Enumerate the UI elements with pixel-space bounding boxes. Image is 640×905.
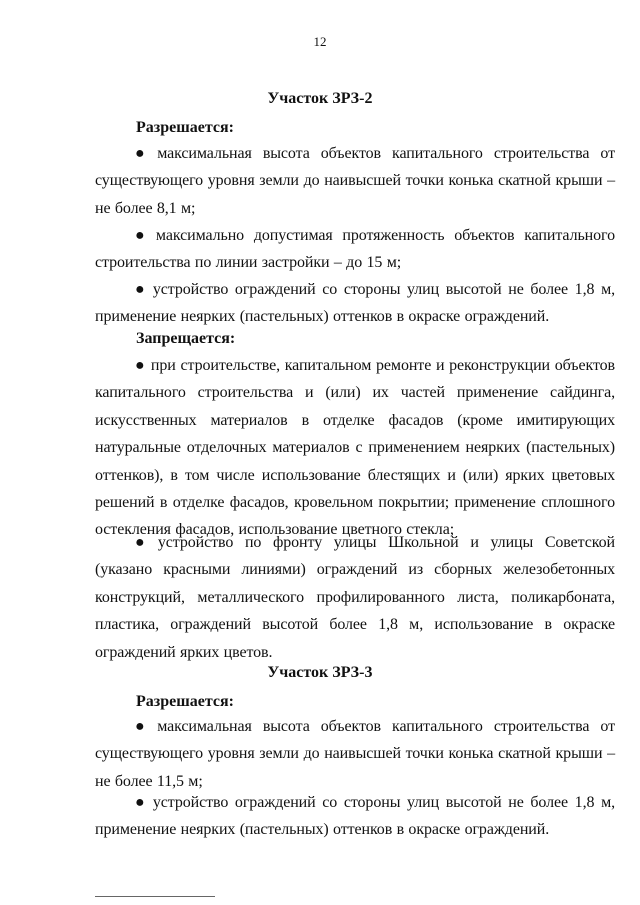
list-item: ● максимально допустимая протяженность объектов капитального строительства по линии застройки – до 15 м;	[95, 227, 615, 272]
list-item: ● при строительстве, капитальном ремонте и реконструкции объектов капитального строительства и (или) их частей применение сайдинга, искусственных материалов в отделке фасадов (кроме имитирующих натуральные отделочных материалов с применением неярких (пастельных) оттенков), в том числе использование блестящих и (или) ярких цветовых решений в отделке фасадов, кровельном покрытии; применение сплошного остекления фасадов, использование цветного стекла;	[95, 357, 615, 539]
list-item: ● устройство по фронту улицы Школьной и улицы Советской (указано красными линиями) ограждений из сборных железобетонных конструкций, металлического профилированного листа, поликарбоната, пластика, ограждений высотой более 1,8 м, использование в окраске ограждений ярких цветов.	[95, 534, 615, 661]
list-item: ● максимальная высота объектов капитального строительства от существующего уровня земли до наивысшей точки конька скатной крыши – не более 8,1 м;	[95, 145, 615, 217]
bullet-icon: ●	[135, 145, 152, 162]
list-item: ● устройство ограждений со стороны улиц высотой не более 1,8 м, применение неярких (пастельных) оттенков в окраске ограждений.	[95, 281, 615, 326]
footer-divider	[95, 896, 215, 897]
section-title-zrz-2: Участок ЗРЗ-2	[267, 90, 373, 107]
list-item: ● устройство ограждений со стороны улиц высотой не более 1,8 м, применение неярких (пастельных) оттенков в окраске ограждений.	[95, 794, 615, 839]
bullet-icon: ●	[135, 357, 145, 374]
forbidden-heading: Запрещается:	[136, 330, 236, 347]
section-title-zrz-3: Участок ЗРЗ-3	[267, 664, 373, 681]
page-number: 12	[313, 34, 327, 49]
bullet-icon: ●	[135, 794, 147, 811]
bullet-icon: ●	[135, 718, 152, 735]
bullet-icon: ●	[135, 534, 152, 551]
bullet-icon: ●	[135, 281, 147, 298]
allowed-heading: Разрешается:	[136, 119, 234, 136]
bullet-icon: ●	[135, 227, 150, 244]
allowed-heading: Разрешается:	[136, 693, 234, 710]
list-item: ● максимальная высота объектов капитального строительства от существующего уровня земли до наивысшей точки конька скатной крыши – не более 11,5 м;	[95, 718, 615, 790]
